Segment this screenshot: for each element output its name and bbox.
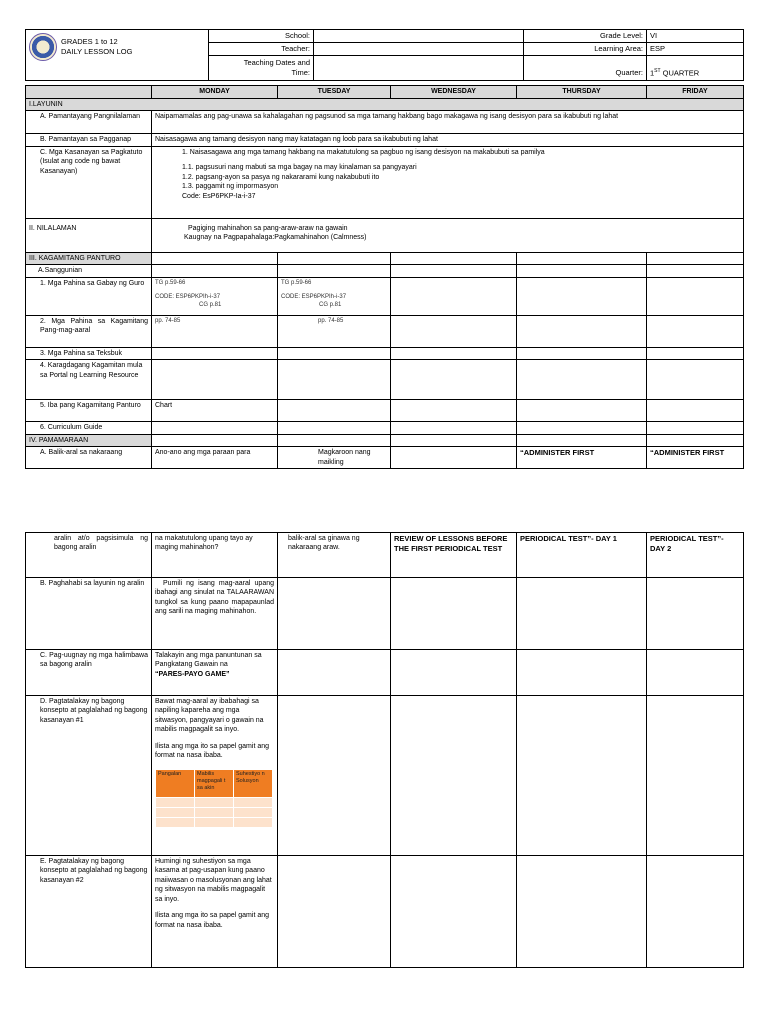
format-col-pangalan: Pangalan (156, 769, 195, 797)
mon-cg: CG p.81 (199, 301, 222, 308)
learning-area-label: Learning Area: (524, 43, 647, 56)
label-karagdagang-kagamitan: 4. Karagdagang Kagamitan mula sa Portal ng Learning Resource (26, 360, 152, 400)
tue-cg: CG p.81 (319, 301, 342, 308)
quarter-label-text: Quarter: (615, 68, 643, 78)
label-teksbuk: 3. Mga Pahina sa Teksbuk (26, 347, 152, 359)
label-balik-aral: A. Balik-aral sa nakaraang (26, 447, 152, 469)
tue-pagsisimula-aralin: balik-aral sa ginawa ng nakaraang araw. (278, 533, 391, 578)
tue-balik-aral: Magkaroon nang maikling (278, 447, 391, 469)
school-value[interactable] (314, 30, 524, 43)
title-grades: GRADES 1 to 12 (61, 36, 118, 46)
fri-periodical-test: PERIODICAL TEST”- DAY 2 (647, 533, 744, 578)
title-dll: DAILY LESSON LOG (61, 47, 133, 56)
label-gabay-guro: 1. Mga Pahina sa Gabay ng Guro (26, 277, 152, 315)
kasanayan-line3: 1.2. pagsang-ayon sa pasya ng nakararami kung nakabubuti ito (182, 173, 380, 181)
format-table (155, 769, 273, 828)
label-pag-uugnay: C. Pag-uugnay ng mga halimbawa sa bagong aralin (26, 650, 152, 696)
label-iba-pang-kagamitan: 5. Iba pang Kagamitang Panturo (26, 400, 152, 422)
nilalaman-line2: Kaugnay na Pagpapahalaga:Pagkamahinahon (Calmness) (184, 234, 367, 242)
header-table (25, 29, 744, 81)
quarter-num: 1 (650, 68, 655, 78)
day-thursday: THURSDAY (517, 86, 647, 99)
day-friday: FRIDAY (647, 86, 744, 99)
mon-iba-pang-kagamitan: Chart (152, 400, 278, 422)
section-pamamaraan: IV. PAMAMARAAN (26, 434, 152, 446)
kasanayan-line1: 1. Naisasagawa ang mga tamang hakbang na makatutulong sa pagbuo ng isang desisyon na makabubuti sa pamilya (182, 148, 545, 156)
label-sanggunian: A.Sanggunian (26, 265, 152, 277)
grade-level-value[interactable]: VI (647, 30, 744, 43)
wed-review: REVIEW OF LESSONS BEFORE THE FIRST PERIODICAL TEST (391, 533, 517, 578)
text-kasanayan (152, 146, 744, 218)
quarter-rest: QUARTER (660, 68, 700, 78)
mon-pagtatalakay-2-ilista: Ilista ang mga ito sa papel gamit ang format na nasa ibaba. (155, 912, 270, 929)
label-kasanayan: C. Mga Kasanayan sa Pagkatuto (Isulat ang code ng bawat Kasanayan) (26, 146, 152, 218)
mon-pagtatalakay-1 (152, 696, 278, 856)
mon-pagsisimula-aralin: na makatutulong upang tayo ay maging mahinahon? (152, 533, 278, 578)
thu-periodical-test: PERIODICAL TEST”- DAY 1 (517, 533, 647, 578)
mon-pares-payo: “PARES-PAYO GAME” (155, 670, 230, 678)
tue-kagamitang-mag-aaral: pp. 74-85 (278, 315, 391, 347)
tue-code: CODE: ESP6PKPIh-i-37 (281, 293, 347, 300)
quarter-label (524, 56, 647, 80)
learning-area-value[interactable]: ESP (647, 43, 744, 56)
kasanayan-line2: 1.1. pagsusuri nang mabuti sa mga bagay na may kinalaman sa pangyayari (182, 164, 417, 172)
day-wednesday: WEDNESDAY (391, 86, 517, 99)
format-col-suhestiyon: Suhestiyo n Solusyon (234, 769, 273, 797)
dates-label-line1: Teaching Dates and (243, 58, 310, 68)
text-pamantayang-pangnilalaman: Naipamamalas ang pag-unawa sa kahalagahan ng pagsunod sa mga tamang hakbang bago makagawa ng isang desisyon para sa ikabubuti ng lahat (152, 111, 744, 134)
section-layunin: I.LAYUNIN (26, 99, 744, 111)
format-col-mabilis: Mabilis magpagali t sa akin (195, 769, 234, 797)
text-pamantayan-sa-pagganap: Naisasagawa ang tamang desisyon nang may katatagan ng loob para sa ikabubuti ng lahat (152, 134, 744, 146)
dates-label (209, 56, 314, 80)
tue-gabay-guro (278, 277, 391, 315)
day-tuesday: TUESDAY (278, 86, 391, 99)
mon-code: CODE: ESP6PKPIh-i-37 (155, 293, 221, 300)
mon-pag-uugnay (152, 650, 278, 696)
mon-tg: TG p.59-66 (155, 279, 186, 286)
lesson-log-table (25, 85, 744, 469)
nilalaman-line1: Pagiging mahinahon sa pang-araw-araw na gawain (188, 224, 348, 232)
label-paghahabi: B. Paghahabi sa layunin ng aralin (26, 578, 152, 650)
mon-gabay-guro (152, 277, 278, 315)
quarter-value[interactable] (647, 56, 744, 80)
label-pamantayan-sa-pagganap: B. Pamantayan sa Pagganap (26, 134, 152, 146)
grade-level-label: Grade Level: (524, 30, 647, 43)
thu-balik-aral: “ADMINISTER FIRST (517, 447, 647, 469)
kasanayan-line4: 1.3. paggamit ng impormasyon (182, 183, 279, 191)
mon-pagtatalakay-2-text: Humingi ng suhestiyon sa mga kasama at pag-usapan kung paano maiiwasan o masolusyonan ang lahat ng sitwasyon na mabilis magpagalit sa inyo. (155, 858, 272, 903)
teacher-label: Teacher: (209, 43, 314, 56)
mon-kagamitang-mag-aaral: pp. 74-85 (152, 315, 278, 347)
quarter-sup: ST (654, 67, 661, 74)
title-cell (26, 30, 209, 81)
section-kagamitan: III. KAGAMITANG PANTURO (26, 252, 152, 264)
dates-value[interactable] (314, 56, 524, 80)
mon-pagtatalakay-1-text: Bawat mag-aaral ay ibabahagi sa napiling kapareha ang mga sitwasyon, pangyayari o gawain na mabilis magpagalit sa inyo. (155, 698, 264, 734)
dates-label-line2: Time: (291, 68, 310, 78)
fri-balik-aral: “ADMINISTER FIRST (647, 447, 744, 469)
label-pagtatalakay-2: E. Pagtatalakay ng bagong konsepto at paglalahad ng bagong kasanayan #2 (26, 856, 152, 968)
day-monday: MONDAY (152, 86, 278, 99)
deped-seal-icon (29, 33, 57, 61)
mon-pagtatalakay-2 (152, 856, 278, 968)
tue-tg: TG p.59-66 (281, 279, 312, 286)
mon-pagtatalakay-1-ilista: Ilista ang mga ito sa papel gamit ang format na nasa ibaba. (155, 742, 270, 760)
corner-cell (26, 86, 152, 99)
label-pagtatalakay-1: D. Pagtatalakay ng bagong konsepto at paglalahad ng bagong kasanayan #1 (26, 696, 152, 856)
label-kagamitang-mag-aaral: 2. Mga Pahina sa Kagamitang Pang-mag-aaral (26, 315, 152, 347)
school-label: School: (209, 30, 314, 43)
mon-pag-uugnay-text: Talakayin ang mga panuntunan sa Pangkatang Gawain na (155, 652, 262, 669)
label-pamantayang-pangnilalaman: A. Pamantayang Pangnilalaman (26, 111, 152, 134)
text-nilalaman (152, 218, 744, 252)
lesson-log-table-continued (25, 532, 744, 968)
label-pagsisimula-aralin: aralin at/o pagsisimula ng bagong aralin (26, 533, 152, 578)
mon-paghahabi: Pumili ng isang mag-aaral upang ibahagi ang sinulat na TALAARAWAN tungkol sa kung paano mapapaunlad ang sarili na maging mahinahon. (152, 578, 278, 650)
section-nilalaman: II. NILALAMAN (26, 218, 152, 252)
label-curriculum-guide: 6. Curriculum Guide (26, 422, 152, 434)
kasanayan-code: Code: EsP6PKP-Ia-i-37 (182, 192, 256, 200)
teacher-value[interactable] (314, 43, 524, 56)
mon-balik-aral: Ano-ano ang mga paraan para (152, 447, 278, 469)
